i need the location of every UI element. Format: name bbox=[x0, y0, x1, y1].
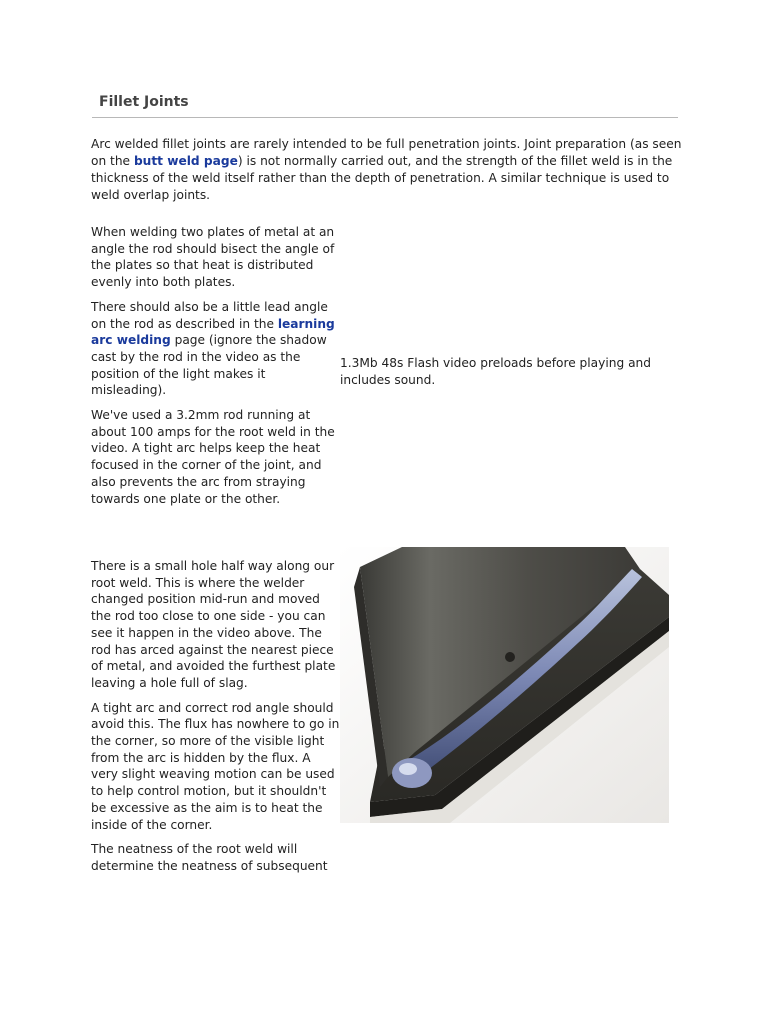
video-caption: 1.3Mb 48s Flash video preloads before playing and includes sound. bbox=[340, 356, 652, 387]
technique-text-before: There should also be a little lead angle on the rod as described in the bbox=[91, 299, 328, 331]
fillet-weld-illustration bbox=[340, 547, 669, 823]
fillet-weld-photo bbox=[340, 547, 669, 823]
butt-weld-page-link[interactable]: butt weld page bbox=[133, 154, 238, 168]
technique-paragraph-3: We've used a 3.2mm rod running at about 100 amps for the root weld in the video. A tight arc helps keep the heat focused in the corner of the joint, and also prevents the arc from straying towards one plate or the other. bbox=[91, 408, 335, 506]
intro-text-after: ) is not normally carried out, and the strength of the fillet weld is in the thickness of the weld itself rather than the depth of penetration. A similar technique is used to weld overlap joints. bbox=[91, 154, 673, 202]
technique-paragraph-2 bbox=[91, 299, 340, 399]
page-title: Fillet Joints bbox=[99, 94, 189, 110]
intro-paragraph bbox=[91, 136, 691, 204]
learning-arc-welding-link[interactable]: learning arc welding bbox=[91, 316, 335, 348]
technique-paragraph-1: When welding two plates of metal at an angle the rod should bisect the angle of the plates so that heat is distributed evenly into both plates. bbox=[91, 225, 335, 290]
intro-text-before: Arc welded fillet joints are rarely intended to be full penetration joints. Joint preparation (as seen on the bbox=[91, 137, 682, 168]
technique-text-after: page (ignore the shadow cast by the rod in the video as the position of the light makes it misleading). bbox=[91, 333, 327, 398]
section-technique bbox=[91, 224, 340, 515]
title-divider bbox=[92, 117, 678, 118]
root-weld-paragraph-1: There is a small hole half way along our root weld. This is where the welder changed position mid-run and moved the rod too close to one side - you can see it happen in the video above. The rod has arced against the nearest piece of metal, and avoided the furthest plate leaving a hole full of slag. bbox=[91, 559, 336, 690]
root-weld-paragraph-2: A tight arc and correct rod angle should avoid this. The flux has nowhere to go in the corner, so more of the visible light from the arc is hidden by the flux. A very slight weaving motion can be used to help control motion, but it shouldn't be excessive as the aim is to heat the inside of the corner. bbox=[91, 700, 340, 832]
section-root-weld bbox=[91, 558, 340, 883]
root-weld-paragraph-3: The neatness of the root weld will determine the neatness of subsequent bbox=[91, 842, 328, 873]
